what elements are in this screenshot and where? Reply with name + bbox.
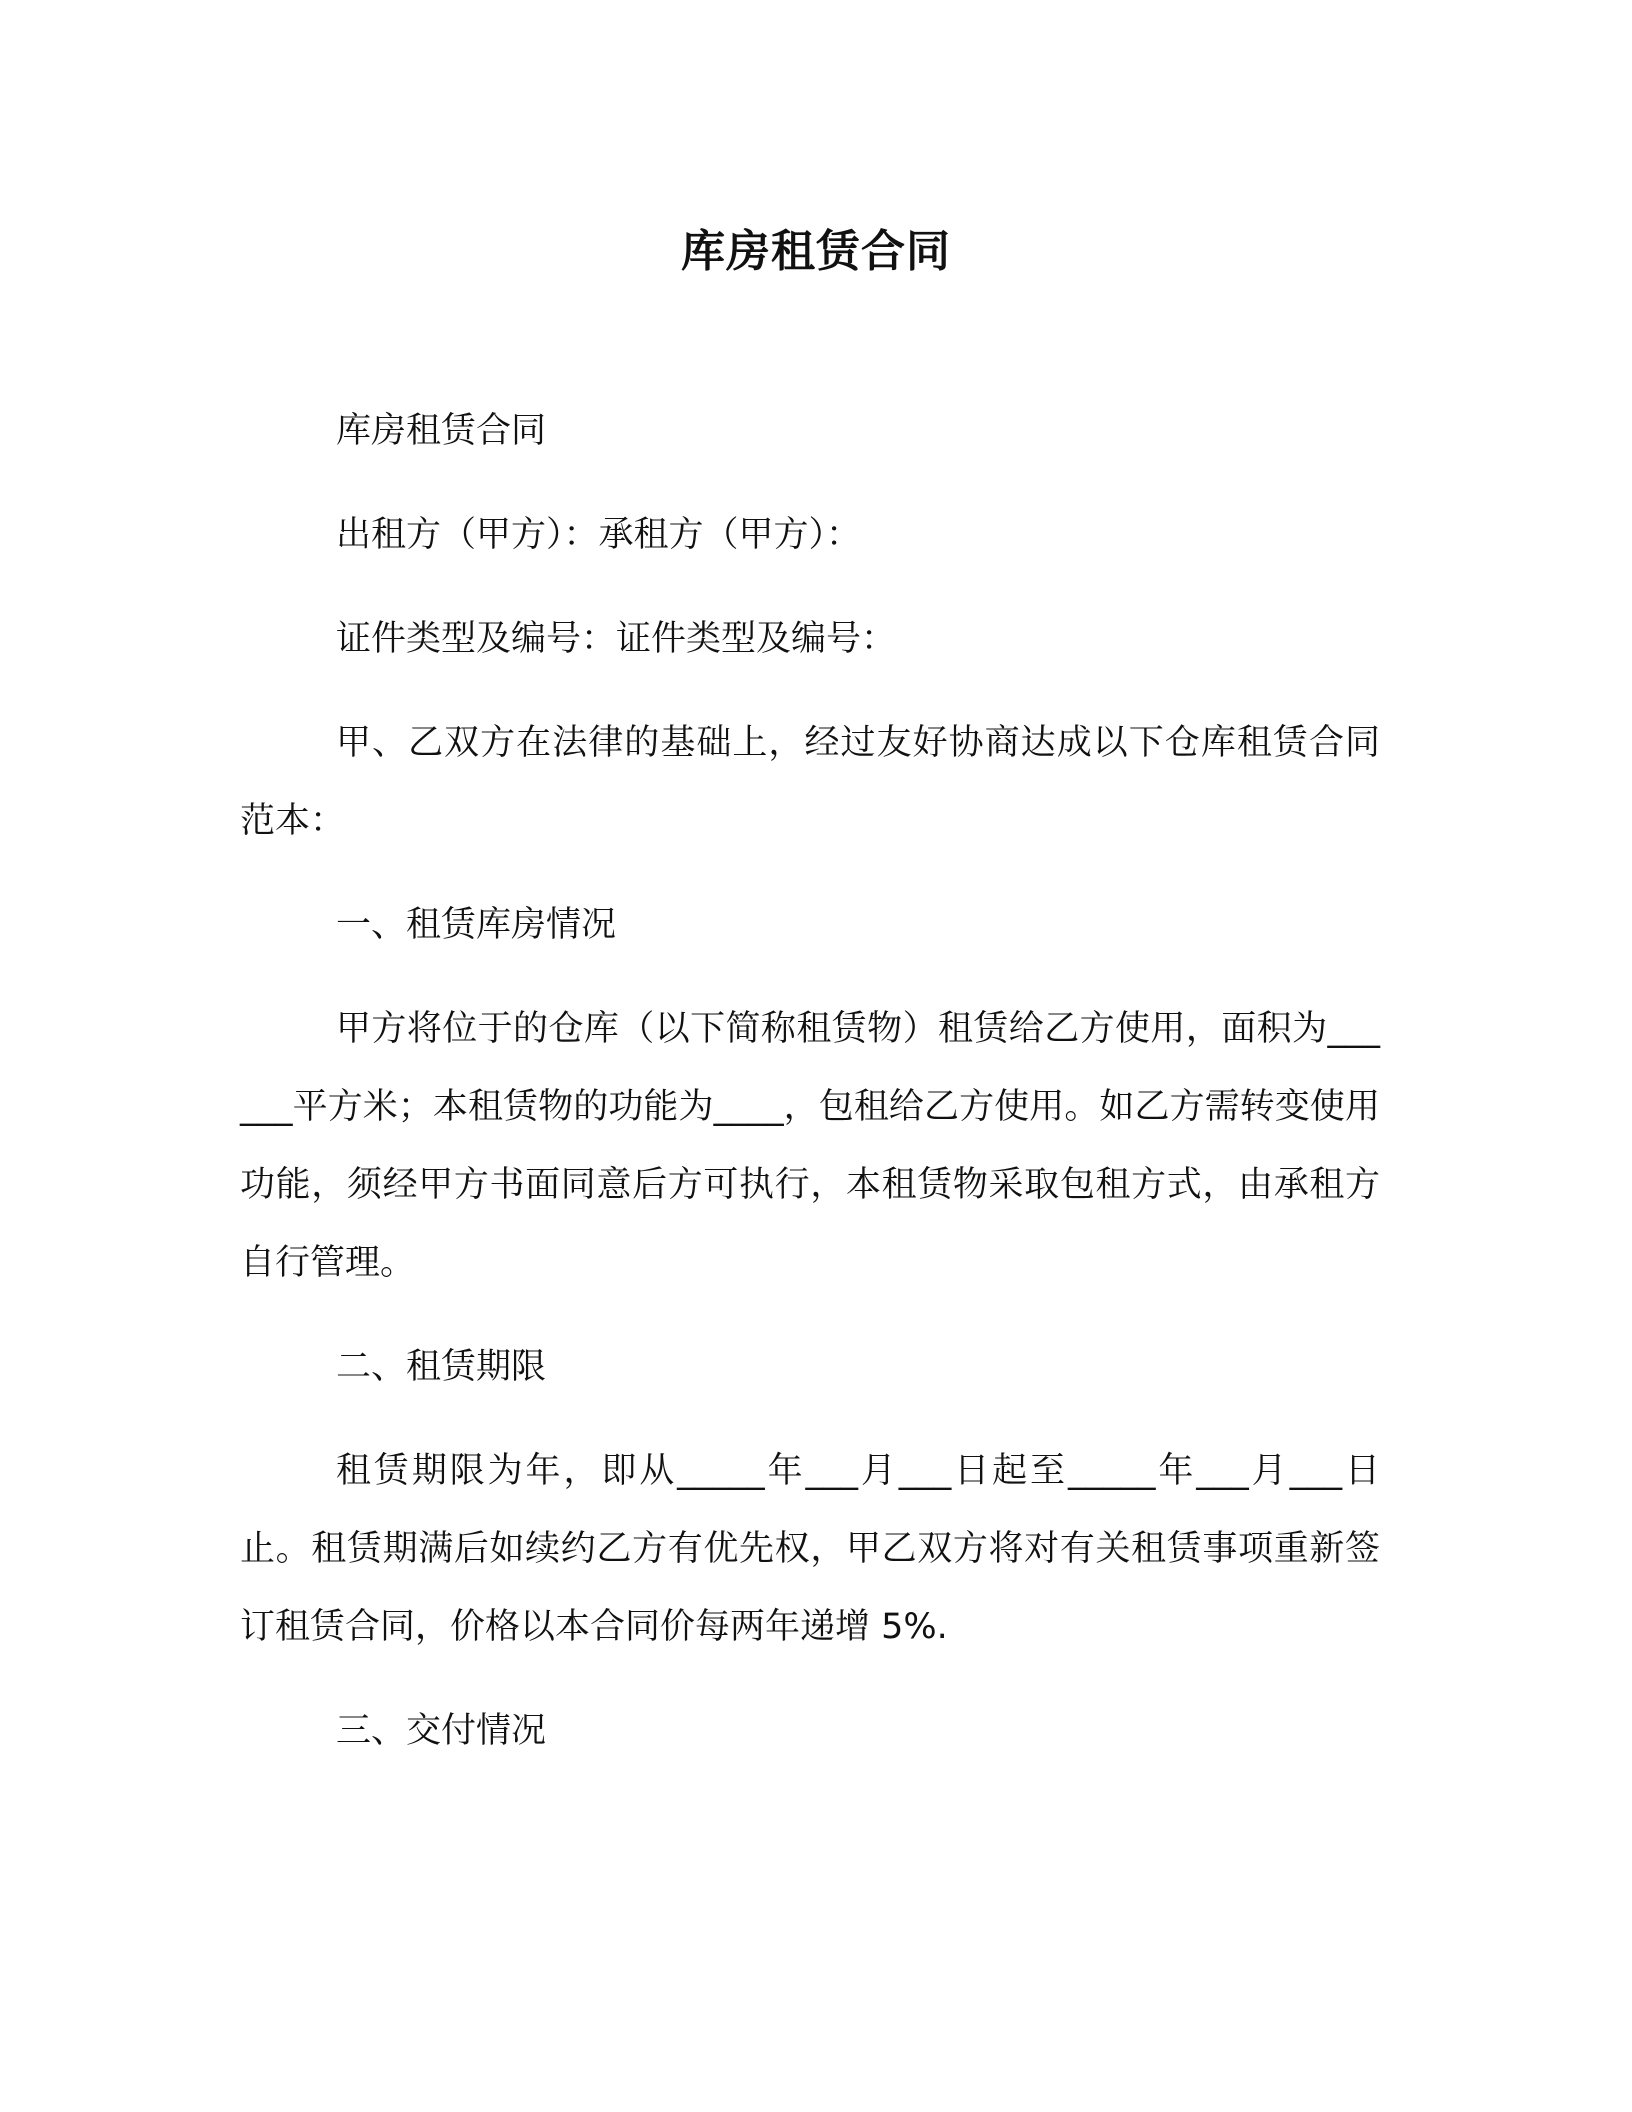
paragraph-lease-term: 租赁期限为年，即从_____年___月___日起至_____年___月___日止。租赁期满后如续约乙方有优先权，甲乙双方将对有关租赁事项重新签订租赁合同，价格以本合同价每两年递增 5%. xyxy=(240,1451,1380,1647)
paragraph-id-numbers: 证件类型及编号：证件类型及编号： xyxy=(336,619,897,659)
section-heading-1: 一、租赁库房情况 xyxy=(336,905,617,945)
paragraph-parties: 出租方（甲方）：承租方（甲方）： xyxy=(336,515,862,555)
document-body xyxy=(240,392,1380,1796)
paragraph-warehouse-details: 甲方将位于的仓库（以下简称租赁物）租赁给乙方使用，面积为______平方米；本租赁物的功能为____，包租给乙方使用。如乙方需转变使用功能，须经甲方书面同意后方可执行，本租赁物采取包租方式，由承租方自行管理。 xyxy=(240,1009,1380,1283)
paragraph-preamble: 甲、乙双方在法律的基础上，经过友好协商达成以下仓库租赁合同范本： xyxy=(240,723,1380,841)
document-title: 库房租赁合同 xyxy=(681,226,951,277)
section-heading-2: 二、租赁期限 xyxy=(336,1347,547,1387)
section-heading-3: 三、交付情况 xyxy=(336,1711,547,1751)
paragraph-contract-name: 库房租赁合同 xyxy=(336,411,547,451)
